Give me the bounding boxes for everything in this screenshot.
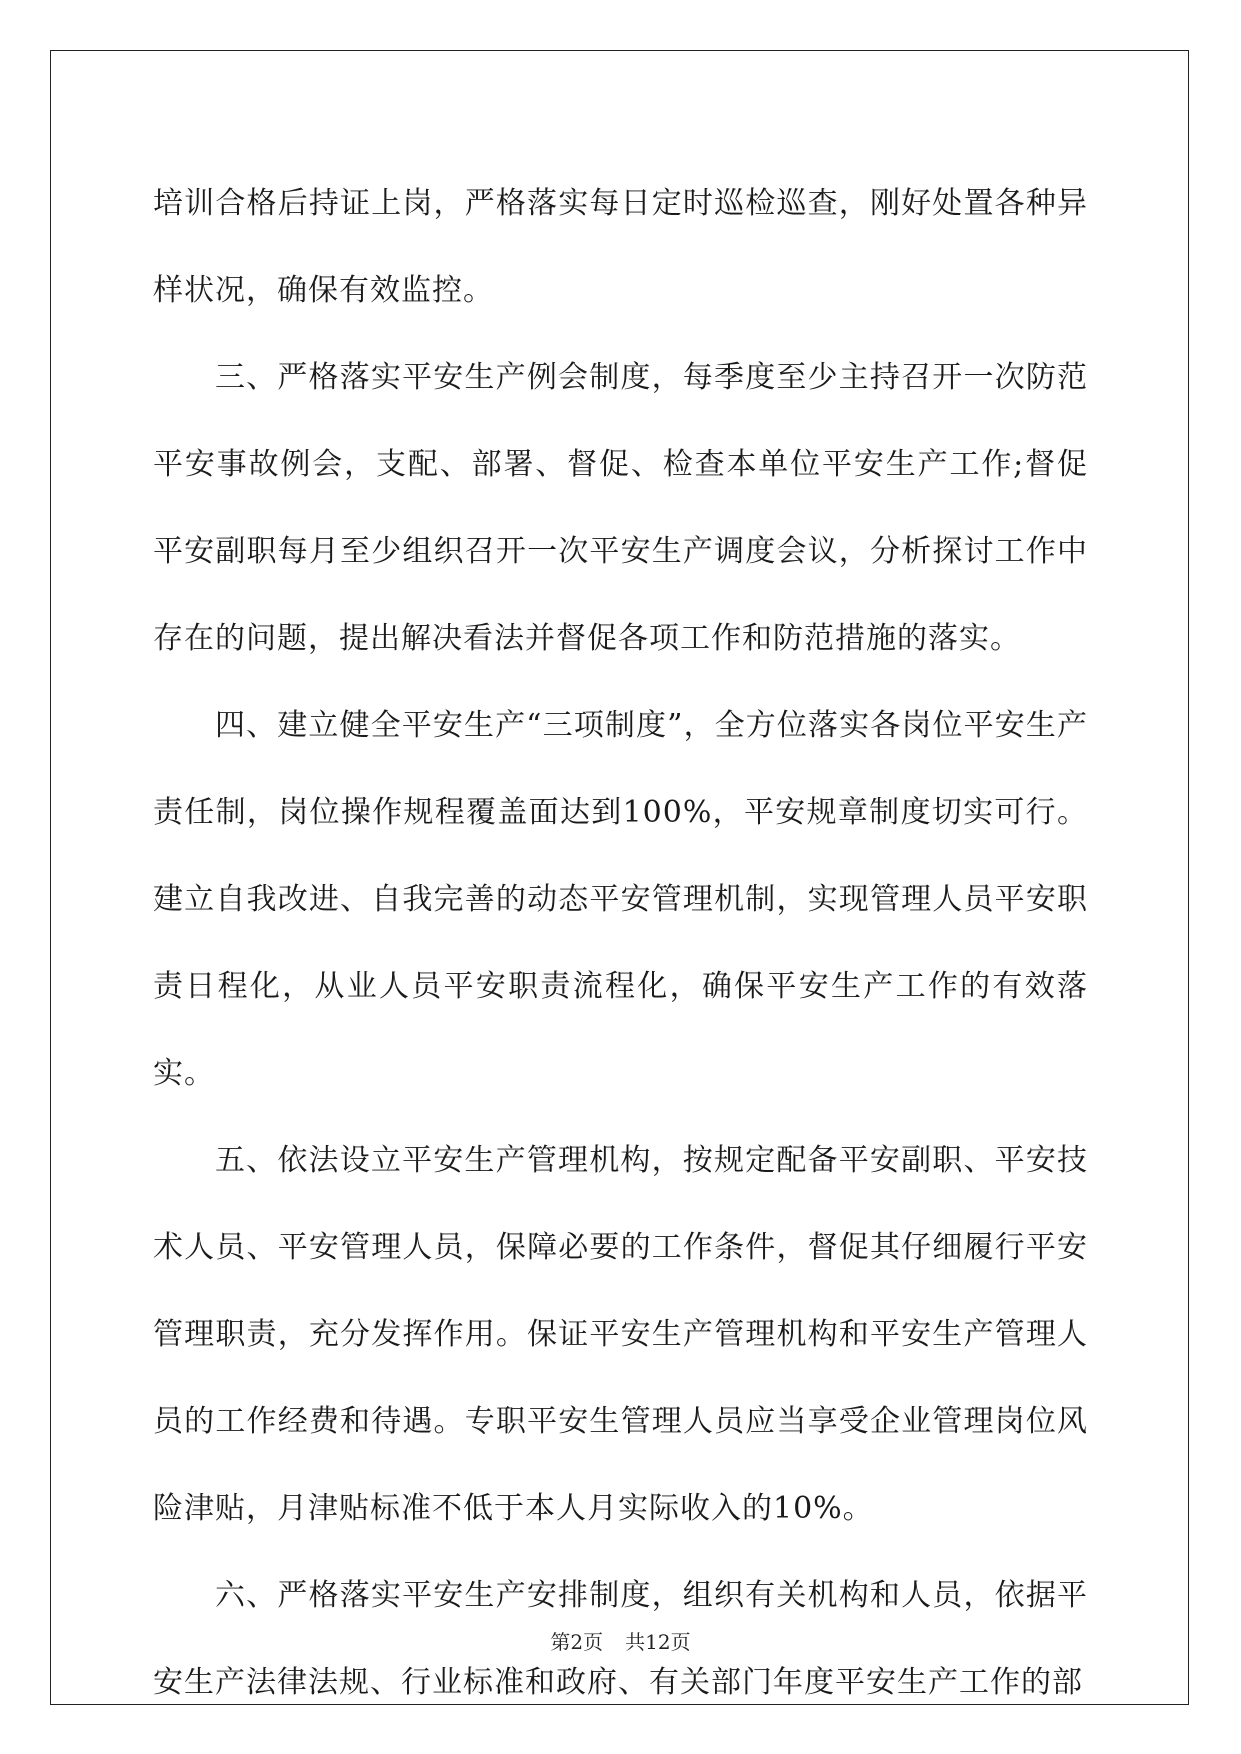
page-total: 共12页 bbox=[625, 1630, 691, 1654]
paragraph-2: 三、严格落实平安生产例会制度，每季度至少主持召开一次防范平安事故例会，支配、部署、督促、检查本单位平安生产工作;督促平安副职每月至少组织召开一次平安生产调度会议，分析探讨工作中存在的问题，提出解决看法并督促各项工作和防范措施的落实。 bbox=[153, 360, 1088, 656]
paragraph-1: 培训合格后持证上岗，严格落实每日定时巡检巡查，刚好处置各种异样状况，确保有效监控。 bbox=[153, 186, 1088, 308]
document-body bbox=[153, 160, 1088, 1726]
paragraph-3: 四、建立健全平安生产“三项制度”，全方位落实各岗位平安生产责任制，岗位操作规程覆盖面达到100%，平安规章制度切实可行。建立自我改进、自我完善的动态平安管理机制，实现管理人员平安职责日程化，从业人员平安职责流程化，确保平安生产工作的有效落实。 bbox=[153, 708, 1088, 1091]
paragraph-4: 五、依法设立平安生产管理机构，按规定配备平安副职、平安技术人员、平安管理人员，保障必要的工作条件，督促其仔细履行平安管理职责，充分发挥作用。保证平安生产管理机构和平安生产管理人员的工作经费和待遇。专职平安生管理人员应当享受企业管理岗位风险津贴，月津贴标准不低于本人月实际收入的10%。 bbox=[153, 1143, 1088, 1526]
paragraph-5: 六、严格落实平安生产安排制度，组织有关机构和人员，依据平安生产法律法规、行业标准和政府、有关部门年度平安生产工作的部 bbox=[153, 1578, 1088, 1700]
page-footer bbox=[0, 1626, 1241, 1655]
page-number: 第2页 bbox=[550, 1630, 604, 1654]
